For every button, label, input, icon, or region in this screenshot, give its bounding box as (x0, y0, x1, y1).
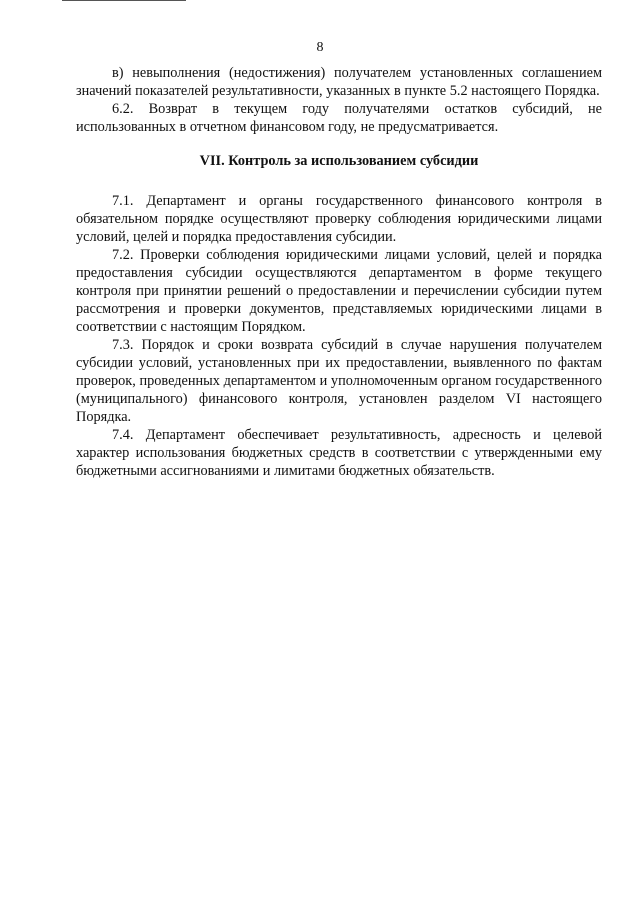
paragraph-6-2: 6.2. Возврат в текущем году получателями остатков субсидий, не использованных в отчетном финансовом году, не предусматривается. (76, 101, 602, 135)
paragraph-7-1: 7.1. Департамент и органы государственного финансового контроля в обязательном порядке осуществляют проверку соблюдения юридическими лицами условий, целей и порядка предоставления субсидии. (76, 193, 602, 245)
page-number: 8 (316, 40, 324, 55)
section-heading: VII. Контроль за использованием субсидии (199, 153, 479, 169)
paragraph-continuation: в) невыполнения (недостижения) получателем установленных соглашением значений показателей результативности, указанных в пункте 5.2 настоящего Порядка. (76, 65, 602, 99)
top-rule (62, 0, 186, 1)
paragraph-7-3: 7.3. Порядок и сроки возврата субсидий в случае нарушения получателем субсидии условий, установленных при их предоставлении, выявленного по фактам проверок, проведенных департаментом и уполномоченным органом государственного (муниципального) финансового контроля, установлен разделом VI настоящего Порядка. (76, 337, 602, 425)
document-body (76, 64, 602, 480)
paragraph-7-4: 7.4. Департамент обеспечивает результативность, адресность и целевой характер использования бюджетных средств в соответствии с утвержденными ему бюджетными ассигнованиями и лимитами бюджетных обязательств. (76, 427, 602, 479)
paragraph-7-2: 7.2. Проверки соблюдения юридическими лицами условий, целей и порядка предоставления субсидии осуществляются департаментом в форме текущего контроля при принятии решений о предоставлении и перечислении субсидии путем рассмотрения и проверки документов, представляемых юридическими лицами в соответствии с настоящим Порядком. (76, 247, 602, 335)
